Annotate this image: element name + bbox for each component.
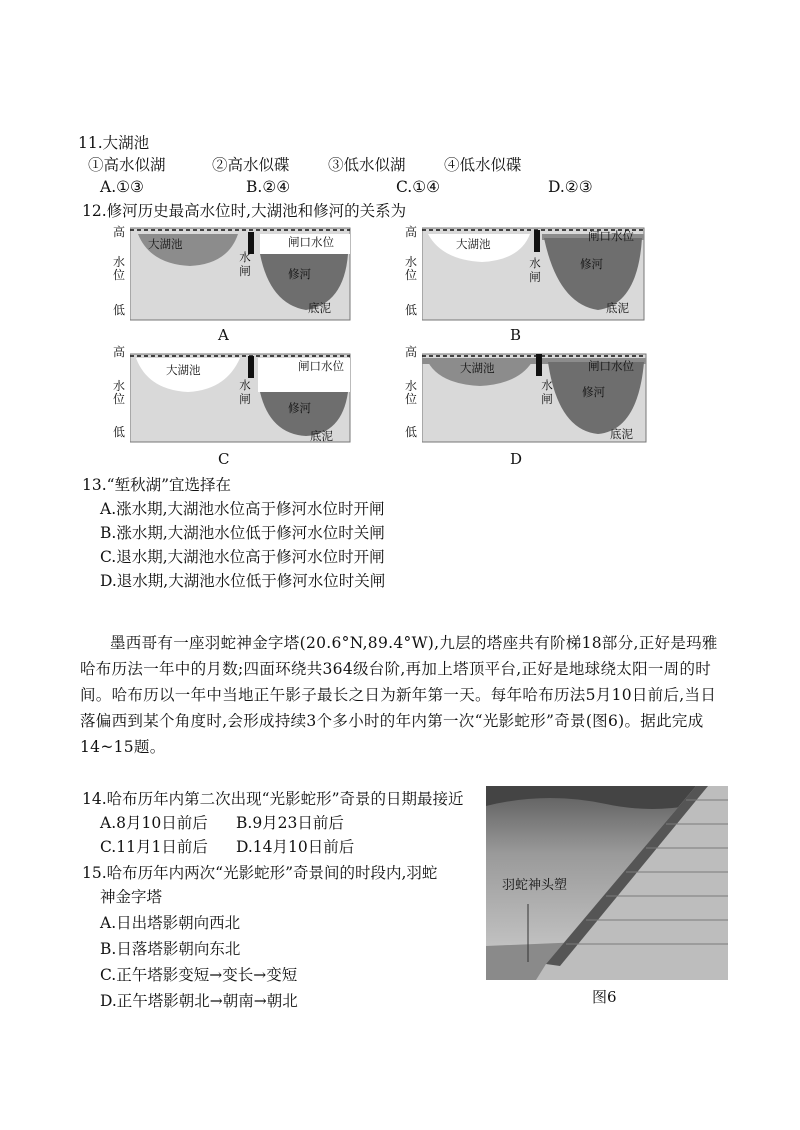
d-mud-label: 底泥 <box>610 427 633 441</box>
b-gate-label: 水闸 <box>529 256 541 284</box>
axis-low-label: 低 <box>404 303 417 317</box>
axis-low-label: 低 <box>404 425 417 439</box>
q11-option-b: B.②④ <box>246 178 291 196</box>
diagram-panel-a <box>112 224 352 344</box>
panel-c-letter: C <box>218 450 230 468</box>
d-lake-label: 大湖池 <box>460 361 495 375</box>
q15-option-b: B.日落塔影朝向东北 <box>100 940 241 958</box>
q14-option-d: D.14月10日前后 <box>236 838 355 856</box>
q13-option-b: B.涨水期,大湖池水位低于修河水位时关闸 <box>100 524 385 542</box>
diagram-panel-b <box>404 224 644 344</box>
a-gate-label: 水闸 <box>239 250 251 278</box>
a-river-label: 修河 <box>288 267 311 281</box>
axis-high-label: 高 <box>404 225 417 239</box>
pyramid-photo <box>486 786 728 980</box>
panel-b-letter: B <box>510 326 522 344</box>
axis-low-label: 低 <box>112 303 125 317</box>
diagram-panel-c <box>112 342 352 466</box>
d-gate-label: 水闸 <box>541 378 553 406</box>
a-mud-label: 底泥 <box>308 301 331 315</box>
diagram-panel-d <box>404 342 644 466</box>
figure-caption: 图6 <box>592 988 617 1006</box>
axis-level-label: 水位 <box>404 255 417 282</box>
q11-item-3: ③低水似湖 <box>328 156 406 174</box>
q15-option-d: D.正午塔影朝北→朝南→朝北 <box>100 992 298 1010</box>
b-mud-label: 底泥 <box>606 301 629 315</box>
c-river-label: 修河 <box>288 401 311 415</box>
q12-stem: 12.修河历史最高水位时,大湖池和修河的关系为 <box>82 202 407 220</box>
q15-option-c: C.正午塔影变短→变长→变短 <box>100 966 298 984</box>
q13-option-a: A.涨水期,大湖池水位高于修河水位时开闸 <box>100 500 385 518</box>
panel-d-letter: D <box>510 450 523 468</box>
axis-level-label: 水位 <box>112 255 125 282</box>
q11-option-d: D.②③ <box>548 178 593 196</box>
axis-level-label: 水位 <box>404 379 417 406</box>
axis-low-label: 低 <box>112 425 125 439</box>
q15-stem-line2: 神金字塔 <box>100 888 163 906</box>
d-gate-level-label: 闸口水位 <box>588 359 634 373</box>
q14-stem: 14.哈布历年内第二次出现“光影蛇形”奇景的日期最接近 <box>82 790 464 808</box>
c-gate-label: 水闸 <box>239 378 251 406</box>
axis-high-label: 高 <box>404 345 417 359</box>
axis-high-label: 高 <box>112 345 125 359</box>
q11-item-2: ②高水似碟 <box>212 156 290 174</box>
q13-option-d: D.退水期,大湖池水位低于修河水位时关闸 <box>100 572 386 590</box>
b-river-label: 修河 <box>580 257 603 271</box>
panel-a-letter: A <box>218 326 229 344</box>
photo-label: 羽蛇神头塑 <box>502 878 568 893</box>
q11-item-4: ④低水似碟 <box>444 156 522 174</box>
a-gate-level-label: 闸口水位 <box>288 235 334 249</box>
d-river-label: 修河 <box>582 385 605 399</box>
c-gate-level-label: 闸口水位 <box>298 359 344 373</box>
b-gate-level-label: 闸口水位 <box>588 229 634 243</box>
q13-stem: 13.“堑秋湖”宜选择在 <box>82 476 231 494</box>
q14-option-a: A.8月10日前后 <box>100 814 208 832</box>
q11-option-c: C.①④ <box>396 178 441 196</box>
c-lake-label: 大湖池 <box>166 363 201 377</box>
q14-option-c: C.11月1日前后 <box>100 838 208 856</box>
c-mud-label: 底泥 <box>310 429 333 443</box>
a-lake-label: 大湖池 <box>148 237 183 251</box>
axis-level-label: 水位 <box>112 379 125 406</box>
q13-option-c: C.退水期,大湖池水位高于修河水位时开闸 <box>100 548 385 566</box>
q15-stem-line1: 15.哈布历年内两次“光影蛇形”奇景间的时段内,羽蛇 <box>82 864 438 882</box>
b-lake-label: 大湖池 <box>456 237 491 251</box>
q11-option-a: A.①③ <box>100 178 144 196</box>
q11-stem: 11.大湖池 <box>78 134 150 152</box>
axis-high-label: 高 <box>112 225 125 239</box>
q15-option-a: A.日出塔影朝向西北 <box>100 914 241 932</box>
reading-passage: 墨西哥有一座羽蛇神金字塔(20.6°N,89.4°W),九层的塔座共有阶梯18部分,正好是玛雅哈布历法一年中的月数;四面环绕共364级台阶,再加上塔顶平台,正好是地球绕太阳一周的时间。哈布历以一年中当地正午影子最长之日为新年第一天。每年哈布历法5月10日前后,当日落偏西到某个角度时,会形成持续3个多小时的年内第一次“光影蛇形”奇景(图6)。据此完成14~15题。 <box>80 634 718 756</box>
q14-option-b: B.9月23日前后 <box>236 814 344 832</box>
q11-item-1: ①高水似湖 <box>88 156 166 174</box>
